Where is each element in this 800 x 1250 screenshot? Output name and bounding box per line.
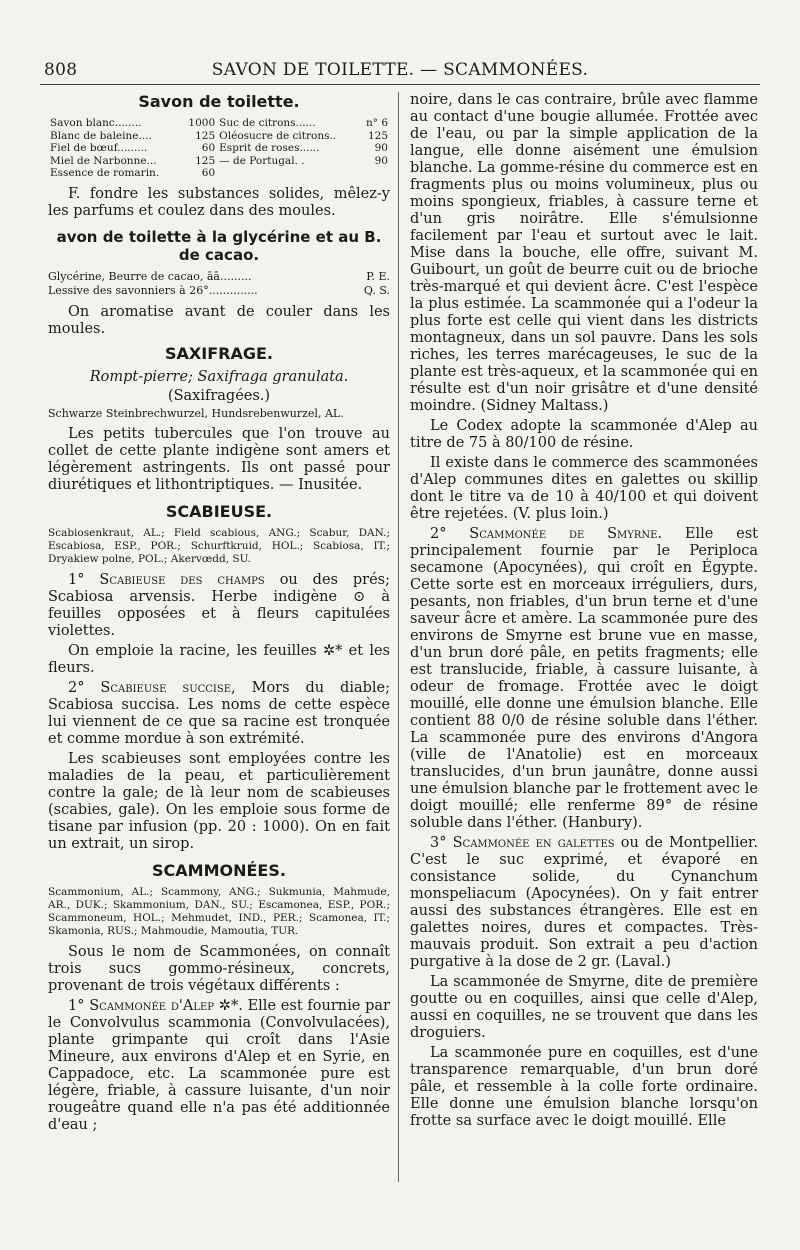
section-title-saxifrage: SAXIFRAGE. bbox=[165, 343, 273, 363]
coquilles-description: La scammonée pure en coquilles, est d'une transparence remarquable, d'un brun doré pâle, et ressemble à la colle forte ordinaire. Elle donne une émulsion blanche lorsqu'on frotte sa surface avec le doigt mouillé. Elle bbox=[410, 1045, 758, 1129]
scabieuse-uses: Les scabieuses sont employées contre les maladies de la peau, et particulièrement contre la gale; de là leur nom de scabieuses (scabies, gale). On les emploie sous forme de tisane par infusion (pp. 20 : 1000). On en fait un extrait, un sirop. bbox=[48, 751, 390, 852]
scammonee-alep-heading: 1° Scammonée d'Alep bbox=[68, 998, 215, 1014]
right-column bbox=[410, 92, 758, 1133]
scammonees-intro: Sous le nom de Scammonées, on connaît trois sucs gommo-résineux, concrets, provenant de trois végétaux différents : bbox=[48, 944, 390, 994]
glycerine-formula bbox=[48, 270, 390, 298]
recipe-ingredient: Oléosucre de citrons.. bbox=[219, 129, 337, 142]
savon-instructions: F. fondre les substances solides, mêlez-y les parfums et coulez dans des moules. bbox=[48, 185, 390, 219]
left-column bbox=[48, 92, 390, 1137]
section-title-glycerine: avon de toilette à la glycérine et au B. de cacao. bbox=[56, 227, 382, 264]
scabieuse-paragraph bbox=[48, 572, 390, 640]
recipe-quantity: 60 bbox=[201, 142, 216, 154]
saxifrage-family: (Saxifragées.) bbox=[167, 387, 271, 404]
recipe-ingredient: Esprit de roses...... bbox=[219, 142, 320, 154]
montpellier-text: ou de Montpellier. C'est le suc exprimé, et évaporé en consistance solide, du Cynanchum monspeliacum (Apocynées). On y fait entrer aussi des substances étrangères. Elle est en galettes noires, dures et compactes. Très-mauvais produit. Son extrait a peu d'action purgative à la dose de 2 gr. (Laval.) bbox=[410, 835, 759, 970]
recipe-quantity: 60 bbox=[201, 167, 216, 179]
recipe-row bbox=[48, 117, 390, 130]
recipe-quantity: 90 bbox=[374, 142, 388, 154]
formula-ingredient: Lessive des savonniers à 26°.............. bbox=[48, 283, 258, 297]
recipe-quantity: 125 bbox=[195, 154, 216, 167]
scabieuse-text-2: Mors du diable; Scabiosa succisa. Les noms de cette espèce lui viennent de ce que sa racine est tronquée et comme mordue à son extrémité. bbox=[48, 680, 391, 747]
galettes-paragraph: Il existe dans le commerce des scammonées d'Alep communes dites en galettes ou skillip dont le titre va de 10 à 40/100 et qui doivent être rejetées. (V. plus loin.) bbox=[410, 455, 758, 522]
formula-ingredient: Glycérine, Beurre de cacao, āā......... bbox=[48, 269, 252, 283]
saxifrage-text: Les petits tubercules que l'on trouve au collet de cette plante indigène sont amers et légèrement astringents. Ils ont passé pour diurétiques et lithontriptiques. — Inusitée. bbox=[48, 426, 390, 493]
scabieuse-text-1: ou des prés; Scabiosa arvensis. Herbe indigène ⊙ à feuilles opposées et à fleurs capitulées violettes. bbox=[48, 572, 390, 639]
saxifrage-synonyms: Schwarze Steinbrechwurzel, Hundsrebenwurzel, AL. bbox=[48, 406, 344, 420]
codex-paragraph: Le Codex adopte la scammonée d'Alep au titre de 75 à 80/100 de résine. bbox=[410, 418, 758, 451]
montpellier-paragraph bbox=[410, 835, 758, 971]
smyrne-paragraph bbox=[410, 526, 758, 832]
recipe-ingredient: Essence de romarin. bbox=[50, 167, 160, 179]
section-title-savon: Savon de toilette. bbox=[138, 92, 300, 111]
recipe-ingredient: Miel de Narbonne... bbox=[50, 154, 157, 167]
recipe-ingredient bbox=[217, 167, 359, 180]
recipe-ingredient: Fiel de bœuf......... bbox=[50, 142, 148, 154]
recipe-quantity: n° 6 bbox=[365, 117, 388, 129]
continuation-paragraph: noire, dans le cas contraire, brûle avec flamme au contact d'une bougie allumée. Frottée avec de l'eau, ou par la simple application de la langue, elle donne aisément une émulsion blanche. La gomme-résine du commerce est en fragments plus ou moins volumineux, plus ou moins spongieux, friables, à cassure terne et d'un gris noirâtre. Elle s'émulsionne facilement par l'eau et surtout avec le lait. Mise dans la bouche, elle offre, suivant M. Guibourt, un goût de beurre cuit ou de brioche très-marqué et qui devient âcre. C'est l'espèce la plus estimée. La scammonée qui a l'odeur la plus forte est celle qui vient dans les districts montagneux, dans un sol pauvre. Dans les sols riches, les terres marécageuses, le suc de la plante est très-aqueux, et la scammonée qui en résulte est d'un noir grisâtre et d'une densité moindre. (Sidney Maltass.) bbox=[410, 92, 758, 414]
saxifrage-names: Rompt-pierre; Saxifraga granulata. bbox=[89, 368, 349, 385]
running-title: SAVON DE TOILETTE. — SCAMMONÉES. bbox=[211, 60, 589, 80]
glycerine-instructions: On aromatise avant de couler dans les moules. bbox=[48, 303, 390, 337]
recipe-row bbox=[48, 130, 390, 143]
recipe-row bbox=[48, 155, 390, 168]
header-rule bbox=[40, 84, 760, 85]
recipe-ingredient: Suc de citrons...... bbox=[219, 117, 316, 129]
scabieuse-usage: On emploie la racine, les feuilles ✲* et les fleurs. bbox=[48, 643, 390, 676]
montpellier-heading: 3° Scammonée en galettes bbox=[430, 835, 615, 851]
scammonees-synonyms: Scammonium, AL.; Scammony, ANG.; Sukmunia, Mahmude, AR., DUK.; Skammonium, DAN., SU.; Escamonea, ESP., POR.; Scammoneum, HOL.; Mehmudet, IND., PER.; Scamonea, IT.; Skamonia, RUS.; Mahmoudie, Mamoutia, TUR. bbox=[48, 886, 390, 937]
recipe-ingredient: — de Portugal. . bbox=[219, 154, 305, 167]
scammonees-paragraph bbox=[48, 998, 390, 1134]
formula-line bbox=[48, 284, 390, 298]
page-header bbox=[40, 60, 760, 86]
formula-line bbox=[48, 270, 390, 284]
recipe-quantity: 125 bbox=[195, 129, 216, 142]
formula-quantity: P. E. bbox=[366, 269, 390, 283]
smyrne-text: Elle est principalement fournie par le Periploca secamone (Apocynées), qui croît en Égypte. Cette sorte est en morceaux irréguliers, durs, pesants, non friables, d'un brun terne et d'une saveur âcre et amère. La scammonée pure des environs de Smyrne est brune vue en masse, d'un brun doré pâle, en petits fragments; elle est translucide, friable, à cassure luisante, à odeur de fromage. Frottée avec le doigt mouillé, elle donne une émulsion blanche. Elle contient 88 0/0 de résine soluble dans l'éther. La scammonée pure des environs d'Angora (ville de l'Anatolie) est en morceaux translucides, d'un brun jaunâtre, donne aussi une émulsion blanche par le frottement avec le doigt mouillé; elle renferme 89° de résine soluble dans l'éther. (Hanbury). bbox=[410, 526, 759, 831]
scabieuse-synonyms: Scabiosenkraut, AL.; Field scabious, ANG.; Scabur, DAN.; Escabiosa, ESP., POR.; Schurftkruid, HOL.; Scabiosa, IT.; Dryakiew polne, POL.; Akervœdd, SU. bbox=[48, 527, 390, 565]
recipe-quantity: 1000 bbox=[188, 117, 216, 129]
column-divider bbox=[398, 92, 399, 1182]
formula-quantity: Q. S. bbox=[363, 283, 390, 297]
page-number: 808 bbox=[44, 60, 78, 80]
scammonee-alep-text: ✲*. Elle est fournie par le Convolvulus scammonia (Convolvulacées), plante grimpante qui croît dans l'Asie Mineure, aux environs d'Alep et en Syrie, en Cappadoce, etc. La scammonée pure est légère, friable, à cassure luisante, d'un noir rougeâtre quand elle n'a pas été additionnée d'eau ; bbox=[48, 998, 390, 1133]
recipe-quantity: 125 bbox=[367, 129, 388, 142]
smyrne-heading: 2° Scammonée de Smyrne. bbox=[430, 526, 663, 542]
scabieuse-paragraph bbox=[48, 680, 390, 748]
recipe-quantity bbox=[359, 167, 390, 180]
recipe-quantity: 90 bbox=[374, 154, 388, 167]
recipe-row bbox=[48, 167, 390, 180]
recipe-ingredient: Savon blanc........ bbox=[50, 117, 142, 129]
recipe-row bbox=[48, 142, 390, 155]
section-title-scammonees: SCAMMONÉES. bbox=[152, 861, 286, 880]
recipe-ingredient: Blanc de baleine.... bbox=[50, 129, 152, 142]
savon-recipe-table bbox=[48, 117, 390, 180]
scabieuse-species-1: 1° Scabieuse des champs bbox=[68, 572, 265, 588]
scabieuse-species-2: 2° Scabieuse succise, bbox=[68, 680, 236, 696]
section-title-scabieuse: SCABIEUSE. bbox=[165, 502, 273, 521]
coquilles-paragraph: La scammonée de Smyrne, dite de première goutte ou en coquilles, ainsi que celle d'Alep, aussi en coquilles, ne se trouvent que dans les droguiers. bbox=[410, 974, 758, 1041]
